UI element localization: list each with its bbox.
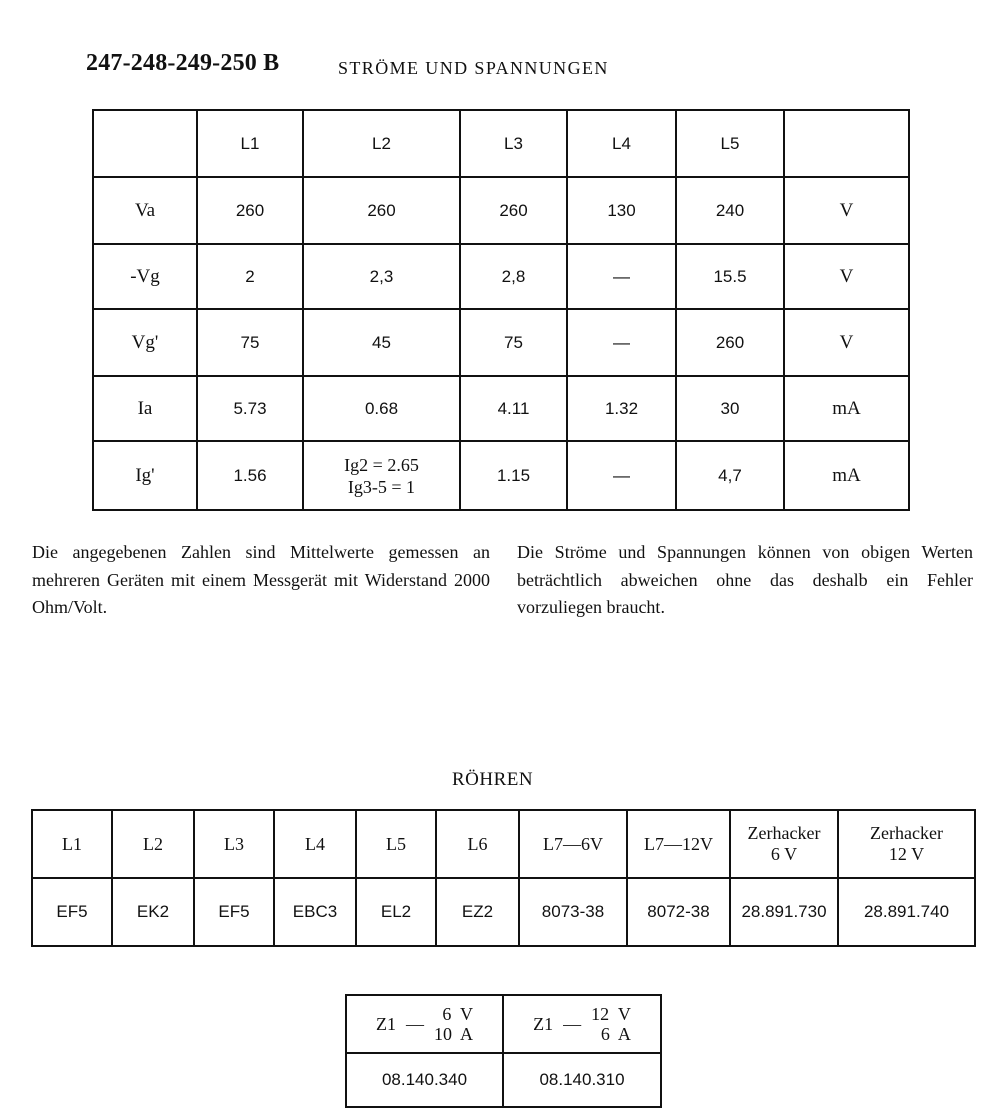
table-cell: 8073-38 [519,878,627,946]
table-cell: 15.5 [676,244,784,309]
table-cell: — [567,441,676,510]
row-label: Ig' [93,441,197,510]
table-cell: 28.891.740 [838,878,975,946]
page-title: STRÖME UND SPANNUNGEN [338,58,609,78]
column-header: L4 [567,110,676,177]
z1-header-6v [346,995,503,1053]
z1-voltage: 6 V [442,1004,473,1024]
tubes-table [31,809,976,947]
table-cell: 5.73 [197,376,303,441]
column-header: L7—12V [627,810,730,878]
column-header-zerhacker-6v [730,810,838,878]
z1-dash: — [563,1013,582,1034]
unit-cell: mA [784,441,909,510]
note-left: Die angegebenen Zahlen sind Mittelwerte gemessen an mehreren Geräten mit einem Messgerät mit Widerstand 2000 Ohm/Volt. [32,542,490,617]
column-header: L5 [676,110,784,177]
table-cell: 260 [676,309,784,376]
table-cell: EK2 [112,878,194,946]
column-header: L3 [460,110,567,177]
zerhacker-label: Zerhacker [870,823,943,843]
table-header-row [93,110,909,177]
row-label: Ia [93,376,197,441]
tubes-values-row [32,878,975,946]
table-cell: — [567,244,676,309]
column-header: L1 [32,810,112,878]
table-row [93,177,909,244]
z1-dash: — [405,1013,424,1034]
tubes-title: RÖHREN [452,769,534,790]
table-cell: 2,8 [460,244,567,309]
table-cell: EZ2 [436,878,519,946]
column-header: L3 [194,810,274,878]
table-cell: 08.140.310 [503,1053,661,1107]
zerhacker-voltage: 12 V [888,844,925,864]
table-cell: 8072-38 [627,878,730,946]
table-cell: 260 [197,177,303,244]
table-cell: 75 [460,309,567,376]
ig2-value: Ig2 = 2.65 [344,454,419,475]
column-header: L2 [112,810,194,878]
column-header: L7—6V [519,810,627,878]
currents-voltages-table [92,109,910,511]
table-cell: 240 [676,177,784,244]
row-label: -Vg [93,244,197,309]
z1-table [345,994,662,1108]
row-label: Va [93,177,197,244]
table-cell: 28.891.730 [730,878,838,946]
table-row [93,244,909,309]
table-cell: EBC3 [274,878,356,946]
zerhacker-label: Zerhacker [747,823,821,843]
table-cell: EF5 [32,878,112,946]
column-header: L2 [303,110,460,177]
z1-header-12v [503,995,661,1053]
unit-cell: V [784,309,909,376]
column-header-zerhacker-12v [838,810,975,878]
z1-values-row [346,1053,661,1107]
z1-voltage: 12 V [591,1004,631,1024]
unit-cell: mA [784,376,909,441]
table-row [93,441,909,510]
table-cell: — [567,309,676,376]
z1-prefix: Z1 [375,1013,396,1034]
table-cell: 1.32 [567,376,676,441]
table-row [93,309,909,376]
table-cell: EL2 [356,878,436,946]
table-cell: 4.11 [460,376,567,441]
ig-split-cell [303,441,460,510]
note-right: Die Ströme und Spannungen können von obigen Werten beträchtlich abweichen ohne das deshalb ein Fehler vorzuliegen braucht. [517,542,973,617]
table-cell: 130 [567,177,676,244]
table-cell: 1.15 [460,441,567,510]
table-cell: 2 [197,244,303,309]
table-cell: 75 [197,309,303,376]
table-cell: 4,7 [676,441,784,510]
model-number: 247-248-249-250 B [86,50,280,76]
row-label: Vg' [93,309,197,376]
ig3-5-value: Ig3-5 = 1 [347,476,416,497]
table-cell: 1.56 [197,441,303,510]
z1-header-row [346,995,661,1053]
table-cell: 2,3 [303,244,460,309]
table-corner-cell [93,110,197,177]
table-cell: 260 [460,177,567,244]
table-cell: 0.68 [303,376,460,441]
table-cell: 260 [303,177,460,244]
table-cell: 45 [303,309,460,376]
tubes-header-row [32,810,975,878]
column-header: L1 [197,110,303,177]
column-header: L6 [436,810,519,878]
unit-cell: V [784,244,909,309]
table-row [93,376,909,441]
table-cell: 30 [676,376,784,441]
unit-cell: V [784,177,909,244]
column-header: L5 [356,810,436,878]
table-cell: 08.140.340 [346,1053,503,1107]
table-cell: EF5 [194,878,274,946]
unit-column-header [784,110,909,177]
z1-current: 6 A [600,1024,631,1044]
column-header: L4 [274,810,356,878]
zerhacker-voltage: 6 V [770,844,798,864]
z1-current: 10 A [433,1024,473,1044]
z1-prefix: Z1 [533,1013,554,1034]
